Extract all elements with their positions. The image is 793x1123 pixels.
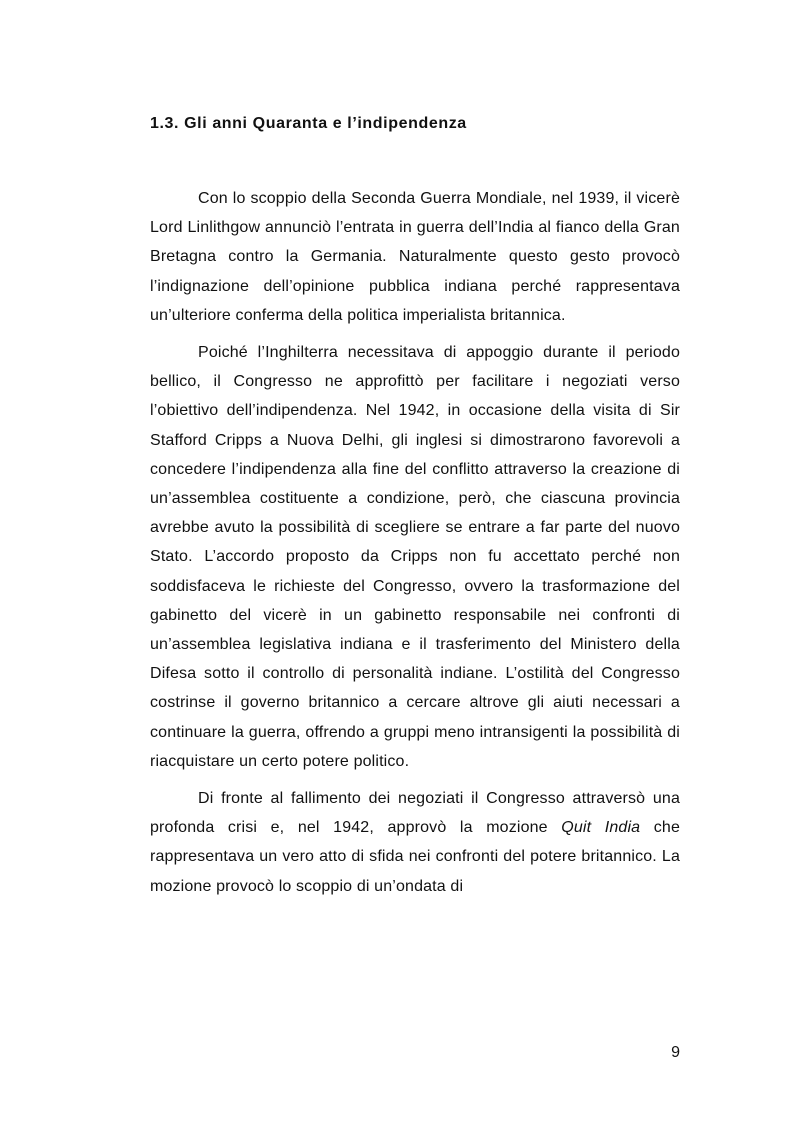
paragraph-3 xyxy=(150,784,680,901)
quit-india-emphasis: Quit India xyxy=(561,819,641,837)
section-heading: 1.3. Gli anni Quaranta e l’indipendenza xyxy=(150,115,467,132)
paragraph-3-text-after: che rappresentava un vero atto di sfida nei confronti del potere britannico. La mozione provocò lo scoppio di un’ondata di xyxy=(150,819,681,895)
page-number: 9 xyxy=(671,1044,680,1061)
paragraph-1: Con lo scoppio della Seconda Guerra Mondiale, nel 1939, il vicerè Lord Linlithgow annunciò l’entrata in guerra dell’India al fianco della Gran Bretagna contro la Germania. Naturalmente questo gesto provocò l’indignazione dell’opinione pubblica indiana perché rappresentava un’ulteriore conferma della politica imperialista britannica. xyxy=(150,190,680,324)
paragraph-2: Poiché l’Inghilterra necessitava di appoggio durante il periodo bellico, il Congresso ne approfittò per facilitare i negoziati verso l’obiettivo dell’indipendenza. Nel 1942, in occasione della visita di Sir Stafford Cripps a Nuova Delhi, gli inglesi si dimostrarono favorevoli a concedere l’indipendenza alla fine del conflitto attraverso la creazione di un’assemblea costituente a condizione, però, che ciascuna provincia avrebbe avuto la possibilità di scegliere se entrare a far parte del nuovo Stato. L’accordo proposto da Cripps non fu accettato perché non soddisfaceva le richieste del Congresso, ovvero la trasformazione del gabinetto del vicerè in un gabinetto responsabile nei confronti di un’assemblea legislativa indiana e il trasferimento del Ministero della Difesa sotto il controllo di personalità indiane. L’ostilità del Congresso costrinse il governo britannico a cercare altrove gli aiuti necessari a continuare la guerra, offrendo a gruppi meno intransigenti la possibilità di riacquistare un certo potere politico. xyxy=(150,344,680,770)
paragraph-3-text-before: Di fronte al fallimento dei negoziati il Congresso attraversò una profonda crisi e, nel 1942, approvò la mozione xyxy=(150,790,680,837)
body-text xyxy=(150,184,680,901)
